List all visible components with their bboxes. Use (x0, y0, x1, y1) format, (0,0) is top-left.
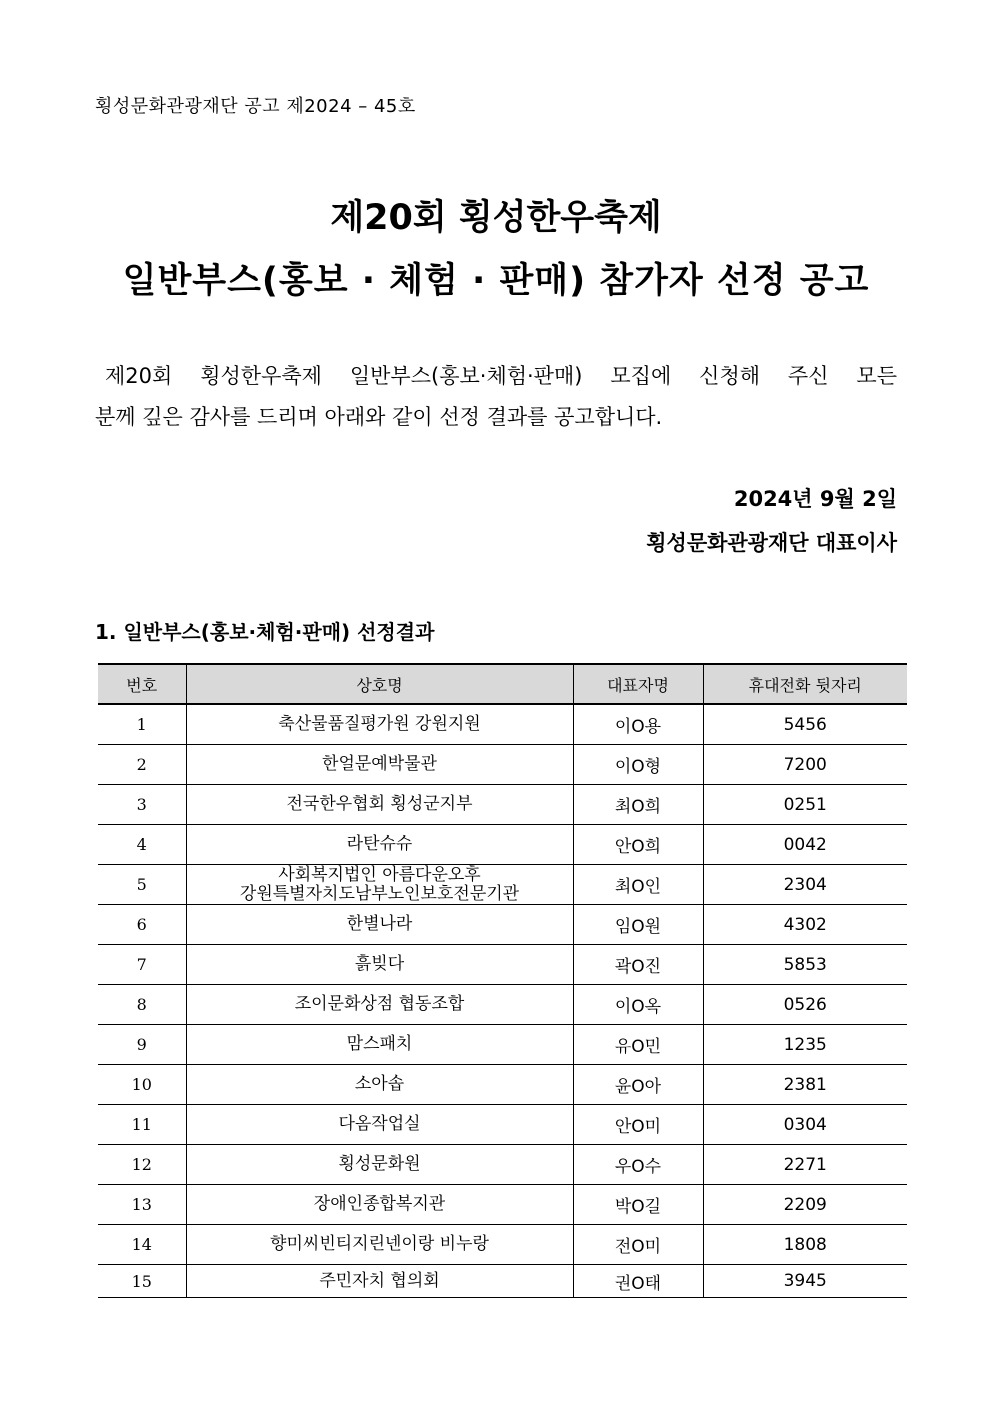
business-name: 다옴작업실 (338, 1114, 421, 1134)
business-name: 한별나라 (346, 914, 413, 934)
phone-last-digits: 5456 (703, 704, 907, 745)
representative-name: 최O희 (573, 785, 703, 825)
selection-results-table (98, 663, 907, 1298)
table-row (98, 1105, 907, 1145)
row-number: 15 (98, 1265, 186, 1298)
representative-name: 최O인 (573, 865, 703, 905)
row-number: 4 (98, 825, 186, 865)
table-row (98, 1145, 907, 1185)
business-name-cell (186, 865, 573, 905)
table-row (98, 945, 907, 985)
business-name: 향미씨빈티지린넨이랑 비누랑 (270, 1234, 489, 1254)
row-number: 1 (98, 704, 186, 745)
representative-name: 권O태 (573, 1265, 703, 1298)
row-number: 8 (98, 985, 186, 1025)
representative-name: 안O미 (573, 1105, 703, 1145)
representative-name: 이O용 (573, 704, 703, 745)
business-name-cell (186, 745, 573, 785)
phone-last-digits: 0042 (703, 825, 907, 865)
business-name-cell (186, 1105, 573, 1145)
page-title-line1: 제20회 횡성한우축제 (330, 198, 662, 238)
row-number: 2 (98, 745, 186, 785)
business-name-cell (186, 905, 573, 945)
representative-name: 우O수 (573, 1145, 703, 1185)
row-number: 13 (98, 1185, 186, 1225)
representative-name: 박O길 (573, 1185, 703, 1225)
row-number: 9 (98, 1025, 186, 1065)
representative-name: 임O원 (573, 905, 703, 945)
row-number: 3 (98, 785, 186, 825)
intro-line1: 제20회 횡성한우축제 일반부스(홍보·체험·판매) 모집에 신청해 주신 모든 (105, 364, 897, 388)
phone-last-digits: 2209 (703, 1185, 907, 1225)
notice-number: 횡성문화관광재단 공고 제2024 – 45호 (95, 96, 416, 117)
business-name: 흙빚다 (354, 954, 405, 974)
business-name: 맘스패치 (346, 1034, 413, 1054)
representative-name: 윤O아 (573, 1065, 703, 1105)
table-row (98, 745, 907, 785)
business-name: 축산물품질평가원 강원지원 (278, 714, 481, 734)
business-name-cell (186, 1145, 573, 1185)
intro-paragraph (95, 356, 897, 438)
section-title: 1. 일반부스(홍보·체험·판매) 선정결과 (95, 620, 435, 644)
representative-name: 곽O진 (573, 945, 703, 985)
representative-name: 유O민 (573, 1025, 703, 1065)
business-name-cell (186, 1225, 573, 1265)
business-name-cell (186, 785, 573, 825)
business-name-line2: 강원특별자치도남부노인보호전문기관 (239, 883, 520, 904)
phone-last-digits: 1808 (703, 1225, 907, 1265)
phone-last-digits: 2304 (703, 865, 907, 905)
business-name-cell (186, 1025, 573, 1065)
representative-name: 전O미 (573, 1225, 703, 1265)
issuing-organization: 횡성문화관광재단 대표이사 (646, 531, 897, 555)
phone-last-digits: 3945 (703, 1265, 907, 1298)
business-name-cell (186, 945, 573, 985)
row-number: 14 (98, 1225, 186, 1265)
page-title-line2: 일반부스(홍보 · 체험 · 판매) 참가자 선정 공고 (122, 261, 870, 301)
row-number: 6 (98, 905, 186, 945)
phone-last-digits: 1235 (703, 1025, 907, 1065)
representative-name: 이O형 (573, 745, 703, 785)
table-row (98, 1265, 907, 1298)
business-name: 전국한우협회 횡성군지부 (286, 794, 473, 814)
phone-last-digits: 0251 (703, 785, 907, 825)
business-name-cell (186, 1265, 573, 1298)
row-number: 5 (98, 865, 186, 905)
phone-last-digits: 7200 (703, 745, 907, 785)
representative-name: 안O희 (573, 825, 703, 865)
table-body (98, 704, 907, 1298)
phone-last-digits: 4302 (703, 905, 907, 945)
table-row (98, 865, 907, 905)
phone-last-digits: 0304 (703, 1105, 907, 1145)
business-name: 한얼문예박물관 (322, 754, 437, 774)
row-number: 7 (98, 945, 186, 985)
announcement-date: 2024년 9월 2일 (733, 487, 897, 511)
business-name-cell (186, 1065, 573, 1105)
business-name: 주민자치 협의회 (319, 1270, 440, 1291)
business-name: 장애인종합복지관 (313, 1194, 446, 1214)
row-number: 12 (98, 1145, 186, 1185)
row-number: 11 (98, 1105, 186, 1145)
row-number: 10 (98, 1065, 186, 1105)
representative-name: 이O옥 (573, 985, 703, 1025)
business-name: 횡성문화원 (338, 1154, 421, 1174)
phone-last-digits: 0526 (703, 985, 907, 1025)
business-name: 조이문화상점 협동조합 (294, 994, 465, 1014)
phone-last-digits: 5853 (703, 945, 907, 985)
table-row (98, 704, 907, 745)
phone-last-digits: 2271 (703, 1145, 907, 1185)
table-row (98, 825, 907, 865)
table-row (98, 1025, 907, 1065)
business-name-cell (186, 1185, 573, 1225)
business-name-cell (186, 825, 573, 865)
table-row (98, 1225, 907, 1265)
intro-line2: 분께 깊은 감사를 드리며 아래와 같이 선정 결과를 공고합니다. (95, 405, 663, 429)
business-name: 라탄슈슈 (346, 834, 413, 854)
table-row (98, 785, 907, 825)
business-name-cell (186, 985, 573, 1025)
header-phone-last-digits: 휴대전화 뒷자리 (703, 664, 907, 704)
header-number: 번호 (98, 664, 186, 704)
phone-last-digits: 2381 (703, 1065, 907, 1105)
table-row (98, 1185, 907, 1225)
header-representative: 대표자명 (573, 664, 703, 704)
header-business-name: 상호명 (186, 664, 573, 704)
table-header-row (98, 664, 907, 704)
table-row (98, 985, 907, 1025)
business-name: 소아솝 (354, 1074, 405, 1094)
business-name: 사회복지법인 아름다운오후 (278, 864, 481, 885)
table-row (98, 1065, 907, 1105)
table-row (98, 905, 907, 945)
business-name-cell (186, 704, 573, 745)
